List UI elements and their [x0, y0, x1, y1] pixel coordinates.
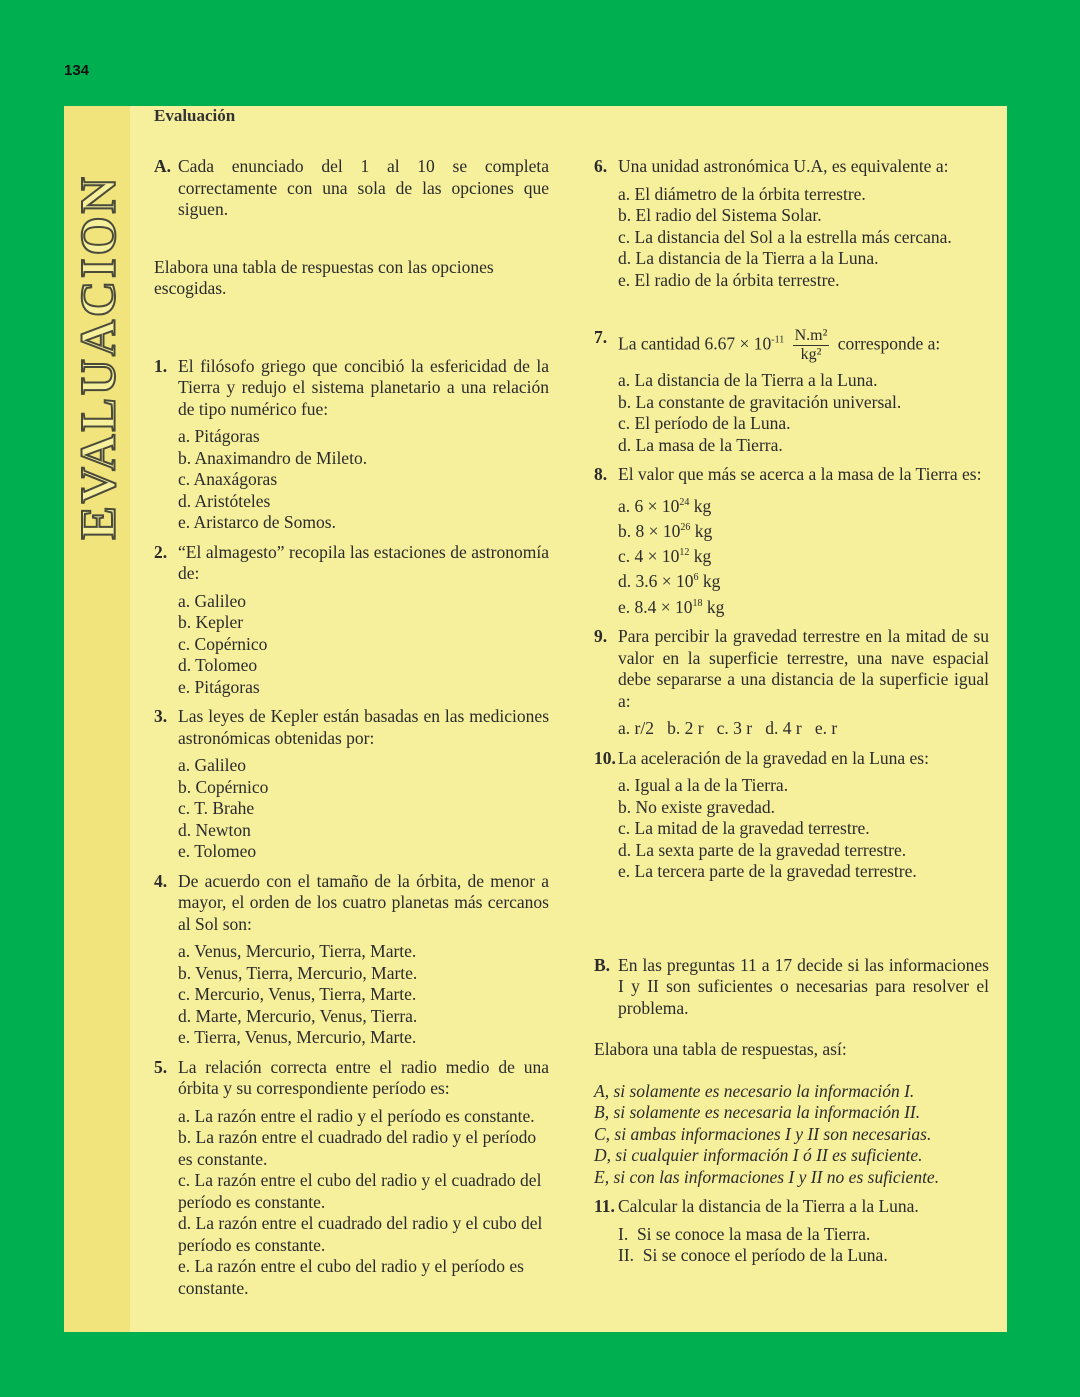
- q2-text: “El almagesto” recopila las estaciones de astronomía de:: [178, 541, 549, 583]
- question-3: [154, 706, 549, 863]
- q1-option-c: c. Anaxágoras: [178, 469, 278, 489]
- q8-option-a: [618, 492, 989, 517]
- q4-option-a: a. Venus, Mercurio, Tierra, Marte.: [178, 941, 417, 961]
- q11-info-i: I. Si se conoce la masa de la Tierra.: [618, 1223, 871, 1244]
- q4-number: 4.: [154, 870, 168, 891]
- key-a: A, si solamente es necesario la información I.: [594, 1080, 915, 1101]
- q8-d-exp: 6: [693, 572, 699, 584]
- question-10: [594, 748, 989, 883]
- question-11: [594, 1196, 989, 1267]
- q3-option-a: a. Galileo: [178, 755, 247, 775]
- q11-number: 11.: [594, 1196, 615, 1217]
- key-b: B, si solamente es necesaria la información II.: [594, 1102, 921, 1123]
- q5-option-d: d. La razón entre el cuadrado del radio y el cubo del período es constante.: [178, 1213, 543, 1255]
- q3-option-d: d. Newton: [178, 819, 251, 840]
- q9-options: a. r/2 b. 2 r c. 3 r d. 4 r e. r: [618, 718, 838, 739]
- q6-option-a: a. El diámetro de la órbita terrestre.: [618, 183, 866, 204]
- q3-option-c: c. T. Brahe: [178, 798, 255, 818]
- q4-option-c: c. Mercurio, Venus, Tierra, Marte.: [178, 984, 417, 1004]
- q10-text: La aceleración de la gravedad en la Luna es:: [618, 747, 929, 768]
- q8-c-base: c. 4 × 10: [618, 545, 680, 566]
- answer-key: [594, 1081, 989, 1189]
- question-1: [154, 356, 549, 534]
- question-7: [594, 327, 989, 456]
- q7-option-c: c. El período de la Luna.: [618, 413, 791, 433]
- q3-text: Las leyes de Kepler están basadas en las mediciones astronómicas obtenidas por:: [178, 706, 549, 748]
- q7-option-a: a. La distancia de la Tierra a la Luna.: [618, 370, 878, 390]
- q8-d-base: d. 3.6 × 10: [618, 571, 694, 592]
- q8-text: El valor que más se acerca a la masa de la Tierra es:: [618, 464, 982, 484]
- q10-option-c: c. La mitad de la gravedad terrestre.: [618, 818, 870, 839]
- q2-option-d: d. Tolomeo: [178, 655, 258, 675]
- section-a-letter: A.: [154, 156, 172, 176]
- q8-c-unit: kg: [689, 545, 712, 566]
- question-9: [594, 626, 989, 740]
- q10-option-a: a. Igual a la de la Tierra.: [618, 775, 789, 796]
- q7-text-after: corresponde a:: [837, 333, 941, 354]
- q8-a-unit: kg: [689, 495, 712, 516]
- q1-option-a: a. Pitágoras: [178, 426, 260, 446]
- q7-exponent: -11: [771, 334, 785, 346]
- q7-fraction-top: N.m²: [794, 327, 828, 344]
- q2-option-c: c. Copérnico: [178, 633, 268, 654]
- question-6: [594, 156, 989, 291]
- q1-option-d: d. Aristóteles: [178, 490, 271, 511]
- q1-number: 1.: [154, 355, 168, 376]
- q5-option-a: a. La razón entre el radio y el período es constante.: [178, 1105, 535, 1126]
- q7-text: [618, 327, 989, 364]
- question-2: [154, 542, 549, 699]
- q5-option-b: b. La razón entre el cuadrado del radio y el período es constante.: [178, 1127, 537, 1169]
- key-c: C, si ambas informaciones I y II son necesarias.: [594, 1123, 932, 1144]
- q5-number: 5.: [154, 1056, 168, 1077]
- key-e: E, si con las informaciones I y II no es suficiente.: [594, 1166, 940, 1187]
- section-a-text: Cada enunciado del 1 al 10 se completa correctamente con una sola de las opciones que siguen.: [178, 156, 549, 219]
- spine-label: [70, 112, 126, 602]
- page-number: 134: [64, 62, 90, 79]
- q6-text: Una unidad astronómica U.A, es equivalente a:: [618, 156, 949, 176]
- q7-number: 7.: [594, 327, 608, 347]
- spine-label-text: EVALUACION: [70, 174, 127, 540]
- q8-b-unit: kg: [690, 520, 713, 541]
- q5-text: La relación correcta entre el radio medio de una órbita y su correspondiente período es:: [178, 1056, 549, 1098]
- section-b-intro: [594, 955, 989, 1020]
- q6-option-d: d. La distancia de la Tierra a la Luna.: [618, 248, 879, 268]
- key-d: D, si cualquier información I ó II es suficiente.: [594, 1145, 923, 1166]
- q8-a-exp: 24: [679, 496, 690, 508]
- question-5: [154, 1057, 549, 1300]
- q2-option-e: e. Pitágoras: [178, 676, 260, 697]
- q6-option-c: c. La distancia del Sol a la estrella más cercana.: [618, 226, 952, 247]
- section-title: Evaluación: [154, 106, 236, 125]
- q11-text: Calcular la distancia de la Tierra a la Luna.: [618, 1196, 919, 1217]
- q9-number: 9.: [594, 626, 608, 647]
- q10-option-b: b. No existe gravedad.: [618, 796, 775, 817]
- section-b-text: En las preguntas 11 a 17 decide si las informaciones I y II son suficientes o necesarias para resolver el problema.: [618, 954, 989, 1018]
- q9-text: Para percibir la gravedad terrestre en la mitad de su valor en la superficie terrestre, una nave espacial debe separarse a una distancia de la superficie igual a:: [618, 626, 989, 711]
- question-4: [154, 871, 549, 1049]
- q2-option-b: b. Kepler: [178, 612, 244, 632]
- q3-option-b: b. Copérnico: [178, 776, 269, 797]
- q4-option-e: e. Tierra, Venus, Mercurio, Marte.: [178, 1027, 417, 1047]
- q3-option-e: e. Tolomeo: [178, 841, 257, 861]
- q4-text: De acuerdo con el tamaño de la órbita, de menor a mayor, el orden de los cuatro planetas más cercanos al Sol son:: [178, 870, 549, 934]
- section-b-instruction: Elabora una tabla de respuestas, así:: [594, 1039, 847, 1060]
- q2-option-a: a. Galileo: [178, 590, 247, 611]
- spine-band: [64, 106, 130, 1332]
- q8-d-unit: kg: [698, 571, 721, 592]
- q6-option-e: e. El radio de la órbita terrestre.: [618, 269, 840, 290]
- q3-number: 3.: [154, 706, 168, 726]
- q4-option-b: b. Venus, Tierra, Mercurio, Marte.: [178, 962, 418, 983]
- q7-fraction: [793, 327, 830, 364]
- q8-e-base: e. 8.4 × 10: [618, 596, 693, 617]
- right-column: [594, 156, 989, 1267]
- q7-option-b: b. La constante de gravitación universal.: [618, 391, 902, 412]
- q10-number: 10.: [594, 747, 616, 768]
- q1-text: El filósofo griego que concibió la esfericidad de la Tierra y redujo el sistema planetario a una relación de tipo numérico fue:: [178, 355, 549, 419]
- q7-text-before: La cantidad 6.67 × 10: [618, 333, 772, 354]
- q8-option-e: [618, 593, 989, 618]
- q8-option-c: [618, 542, 989, 567]
- worksheet: [64, 106, 1007, 1332]
- q7-option-d: d. La masa de la Tierra.: [618, 434, 783, 455]
- q2-number: 2.: [154, 541, 168, 562]
- q10-option-e: e. La tercera parte de la gravedad terrestre.: [618, 861, 917, 882]
- q8-b-exp: 26: [680, 521, 691, 533]
- question-8: [594, 464, 989, 618]
- q8-e-unit: kg: [702, 596, 725, 617]
- section-a-instruction: Elabora una tabla de respuestas con las opciones escogidas.: [154, 256, 494, 298]
- q8-b-base: b. 8 × 10: [618, 520, 681, 541]
- q10-option-d: d. La sexta parte de la gravedad terrestre.: [618, 839, 907, 860]
- q4-option-d: d. Marte, Mercurio, Venus, Tierra.: [178, 1005, 418, 1026]
- q8-a-base: a. 6 × 10: [618, 495, 680, 516]
- q8-number: 8.: [594, 464, 608, 484]
- section-a-intro: [154, 156, 549, 221]
- q6-option-b: b. El radio del Sistema Solar.: [618, 205, 822, 225]
- q8-option-b: [618, 517, 989, 542]
- q7-fraction-bottom: kg²: [800, 346, 822, 363]
- q5-option-e: e. La razón entre el cubo del radio y el período es constante.: [178, 1256, 524, 1298]
- q1-option-b: b. Anaximandro de Mileto.: [178, 447, 368, 468]
- section-b-letter: B.: [594, 954, 611, 975]
- q6-number: 6.: [594, 156, 608, 176]
- q1-option-e: e. Aristarco de Somos.: [178, 512, 336, 532]
- q11-info-ii: II. Si se conoce el período de la Luna.: [618, 1245, 888, 1266]
- q8-option-d: [618, 567, 989, 592]
- q5-option-c: c. La razón entre el cubo del radio y el cuadrado del período es constante.: [178, 1170, 542, 1212]
- q8-e-exp: 18: [692, 597, 703, 609]
- left-column: [154, 156, 549, 1299]
- q8-c-exp: 12: [679, 547, 690, 559]
